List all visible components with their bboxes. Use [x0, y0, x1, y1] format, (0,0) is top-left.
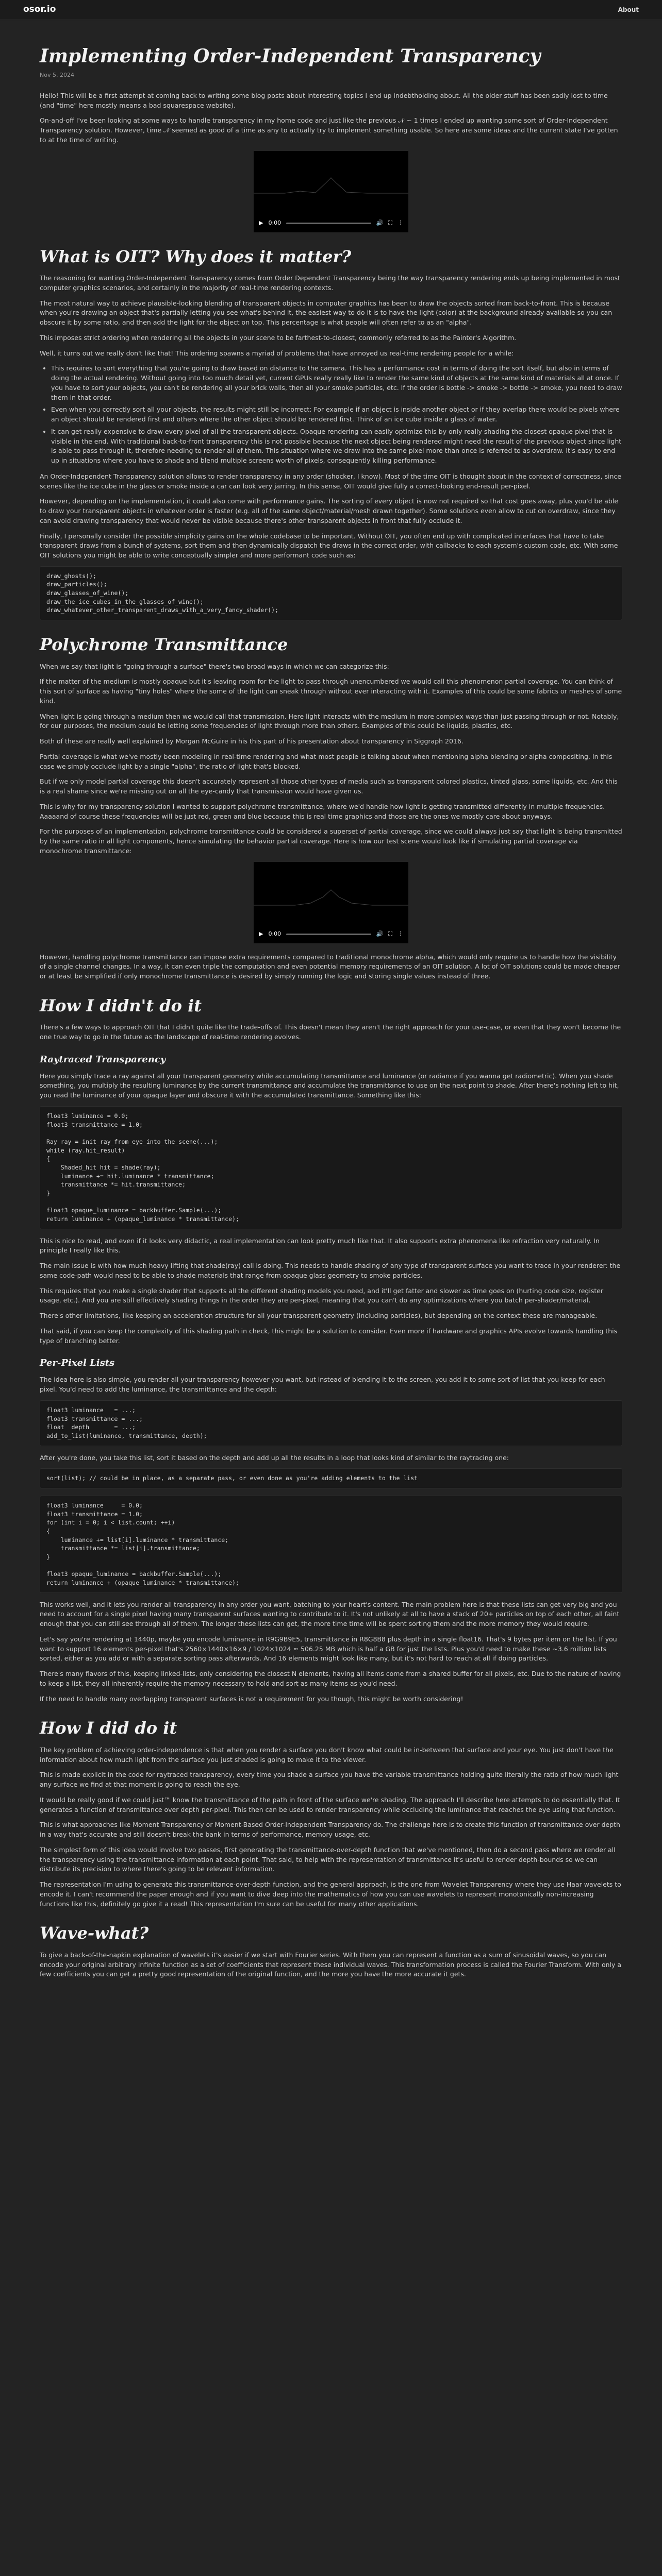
code-line: }	[46, 1189, 50, 1197]
video-controls	[254, 215, 408, 232]
post-title: Implementing Order-Independent Transparency	[40, 45, 541, 67]
paragraph: Hello! This will be a first attempt at coming back to writing some blog posts about interesting topics I end up indebtholding about. All the older stuff has been sadly lost to time (and "time" here mostly means a bad squarespace website).	[40, 91, 608, 109]
code-line: while (ray.hit_result)	[46, 1146, 125, 1154]
subsection-heading: Per-Pixel Lists	[40, 1358, 115, 1369]
volume-icon[interactable]: 🔊	[376, 219, 384, 227]
code-line: float depth = ...;	[46, 1423, 136, 1431]
section-heading: Polychrome Transmittance	[40, 635, 288, 655]
more-options-icon[interactable]: ⋮	[398, 219, 403, 227]
video-progress-bar[interactable]	[286, 934, 371, 935]
paragraph: That said, if you can keep the complexity of this shading path in check, this might be a solution to consider. Even more if hardware and graphics APIs evolve towards handling this type of branching better.	[40, 1327, 618, 1345]
fullscreen-icon[interactable]: ⛶	[388, 930, 392, 938]
paragraph: This is made explicit in the code for raytraced transparency, every time you shade a surface you have the variable transmittance holding quite literally the ratio of how much light any surface we find at that moment is going to reach the eye.	[40, 1771, 619, 1789]
paragraph: An Order-Independent Transparency solution allows to render transparency in any order (shocker, I know). Most of the time OIT is thought about in the context of correctness, since scenes like the ice cube in the glass or smoke inside a car can look very jarring. In this sense, OIT would give fully a correct-looking end-result per-pixel.	[40, 472, 621, 490]
code-line: draw_ghosts();	[46, 572, 96, 580]
code-block	[40, 1400, 622, 1446]
code-line: luminance += hit.luminance * transmittance;	[46, 1172, 214, 1180]
code-line: return luminance + (opaque_luminance * transmittance);	[46, 1215, 239, 1223]
list-item: • It can get really expensive to draw every pixel of all the transparent objects. Opaque rendering can easily optimize this by only really shading the closest opaque pixel that is visible in the end. With traditional back-to-front transparency this is not possible because the next object being rendered might need the result of the previous object since light is able to pass through it, therefore needing to render all of them. This situation where we draw into the same pixel more than once is referred to as overdraw. It's easy to end up in situations where you have to shade and blend multiple screens worth of pixels, consequently killing performance.	[51, 427, 622, 466]
code-line: {	[46, 1528, 50, 1535]
code-line: float3 transmittance = ...;	[46, 1415, 143, 1422]
code-line: sort(list); // could be in place, as a separate pass, or even done as you're adding elements to the list	[46, 1475, 418, 1482]
code-line: return luminance + (opaque_luminance * transmittance);	[46, 1579, 239, 1587]
paragraph: This imposes strict ordering when rendering all the objects in your scene to be farthest-to-closest, commonly referred to as the Painter's Algorithm.	[40, 333, 517, 342]
paragraph: When we say that light is "going through a surface" there's two broad ways in which we can categorize this:	[40, 662, 389, 670]
code-line: float3 opaque_luminance = backbuffer.Sample(...);	[46, 1207, 222, 1214]
paragraph: The reasoning for wanting Order-Independent Transparency comes from Order Dependent Transparency being the way transparency rendering ends up being implemented in most computer graphics scenarios, and certainly in the majority of real-time rendering contexts.	[40, 274, 620, 292]
code-line: }	[46, 1553, 50, 1561]
paragraph: Partial coverage is what we've mostly been modeling in real-time rendering and what most people is talking about when mentioning alpha blending or alpha compositing. In this case we simply occlude light by a single "alpha", the ratio of light that's blocked.	[40, 752, 613, 770]
paragraph: When light is going through a medium then we would call that transmission. Here light interacts with the medium in more complex ways than just passing through or not. Notably, for our purposes, the medium could be letting some frequencies of light through more than others. Examples of this could be liquids, plastics, etc.	[40, 712, 619, 730]
video-time: 0:00	[268, 930, 282, 938]
more-options-icon[interactable]: ⋮	[398, 930, 403, 938]
paragraph: On-and-off I've been looking at some ways to handle transparency in my home code and just like the previous 𝒩 ~ 1 times I ended up wanting some sort of Order-Independent Transparency solution. However, time 𝒩 seemed as good of a time as any to actually try to implement something usable. So here are some ideas and the current state I've gotten to at the time of writing.	[40, 116, 618, 144]
volume-icon[interactable]: 🔊	[376, 930, 384, 938]
paragraph: Let's say you're rendering at 1440p, maybe you encode luminance in R9G9B9E5, transmittance in R8G8B8 plus depth in a single float16. That's 9 bytes per item on the list. If you want to support 16 elements per-pixel that's 2560×1440×16×9 / 1024×1024 ≈ 506.25 MB which is half a GB for just the lists. Plus you'd need to make these ~3.6 million lists sorted, either as you add or with a separate sorting pass afterwards. And 16 elements might look like many, but it's not hard to reach at all if doing particles.	[40, 1635, 617, 1663]
paragraph: There's other limitations, like keeping an acceleration structure for all your transparent geometry (including particles), but depending on the context these are manageable.	[40, 1312, 598, 1320]
code-line: luminance += list[i].luminance * transmittance;	[46, 1536, 229, 1544]
code-line: add_to_list(luminance, transmittance, depth);	[46, 1432, 207, 1439]
list-item: • This requires to sort everything that you're going to draw based on distance to the camera. This has a performance cost in terms of doing the sort itself, but also in terms of doing the actual rendering. Without going into too much detail yet, current GPUs really really like to render the same kind of objects at the same kind of materials all at once. If you have to sort your objects, you can't be rendering all your brick walls, then all your smoke particles, etc. If the order is bottle -> smoke -> bottle -> smoke, you need to draw them in that order.	[51, 364, 622, 402]
code-line: {	[46, 1155, 50, 1163]
play-icon[interactable]: ▶	[259, 930, 263, 938]
paragraph: To give a back-of-the-napkin explanation of wavelets it's easier if we start with Fourier series. With them you can represent a function as a sum of sinusoidal waves, so you can encode your original arbitrary infinite function as a set of coefficients that represent these individual waves. This transformation process is called the Fourier Transform. With only a few coefficients you can get a pretty good representation of the original function, and the more you have the more accurate it gets.	[40, 1951, 622, 1978]
code-line: float3 luminance = 0.0;	[46, 1502, 143, 1510]
paragraph: If the need to handle many overlapping transparent surfaces is not a requirement for you though, this might be worth considering!	[40, 1694, 464, 1703]
paragraph: The main issue is with how much heavy lifting that shade(ray) call is doing. This needs to handle shading of any type of transparent surface you want to trace in your renderer: the same code-path would need to be able to shade materials that range from opaque glass geometry to smoke particles.	[40, 1262, 621, 1279]
paragraph: The most natural way to achieve plausible-looking blending of transparent objects in computer graphics has been to draw the objects sorted from back-to-front. This is because when you're drawing an object that's partially letting you see what's behind it, the easiest way to do it is to have the light (color) at the background already available so you can obscure it by some ratio, and then add the light for the object on top. This percentage is what people will often refer to as an "alpha".	[40, 299, 613, 327]
list-item: • Even when you correctly sort all your objects, the results might still be incorrect: For example if an object is inside another object or if they overlap there would be pixels where an object should be rendered first and others where the other object should be rendered first. Think of an ice cube inside a glass of water.	[51, 405, 622, 425]
paragraph: It would be really good if we could just™ know the transmittance of the path in front of the surface we're shading. The approach I'll describe here attempts to do essentially that. It generates a function of transmittance over depth per-pixel. This then can be used to render transparency while occluding the luminance that reaches the eye using that function.	[40, 1795, 620, 1814]
nav-about-link[interactable]: About	[618, 6, 639, 13]
paragraph: This is why for my transparency solution I wanted to support polychrome transmittance, where we'd handle how light is getting transmitted differently in multiple frequencies. Aaaaand of course these frequencies will be just red, green and blue because this is real time graphics and those are the ones we mostly care about anyways.	[40, 802, 605, 820]
code-line: float3 luminance = 0.0;	[46, 1112, 129, 1120]
video-player[interactable]	[254, 862, 408, 943]
site-brand-link[interactable]: osor.io	[23, 4, 56, 15]
code-line: float3 transmittance = 1.0;	[46, 1121, 143, 1128]
code-block	[40, 566, 622, 620]
code-line: draw_whatever_other_transparent_draws_with_a_very_fancy_shader();	[46, 606, 279, 614]
code-line: draw_particles();	[46, 581, 107, 588]
play-icon[interactable]: ▶	[259, 219, 263, 227]
paragraph: Here you simply trace a ray against all your transparent geometry while accumulating transmittance and luminance (or radiance if you wanna get radiometric). When you shade something, you multiply the resulting luminance by the current transmittance and accumulate the transmittance to use on the next point to shade. After there's nothing left to hit, you read the luminance of your opaque layer and obscure it with the accumulated transmittance. Something like this:	[40, 1072, 619, 1099]
code-line: transmittance *= hit.transmittance;	[46, 1181, 186, 1189]
paragraph: The simplest form of this idea would involve two passes, first generating the transmittance-over-depth function that we've mentioned, then do a second pass where we render all the transparency using the transmittance information at each point. That said, to help with the representation of transmittance it's useful to render depth-bounds so we can distribute its precision to where there's going to be relevant information.	[40, 1845, 616, 1873]
video-progress-bar[interactable]	[286, 223, 371, 224]
code-line: Shaded_hit hit = shade(ray);	[46, 1163, 161, 1171]
post-date: Nov 5, 2024	[40, 72, 74, 79]
code-line: float3 luminance = ...;	[46, 1406, 136, 1414]
code-block	[40, 1468, 622, 1488]
paragraph: For the purposes of an implementation, polychrome transmittance could be considered a superset of partial coverage, since we could always just say that light is being transmitted by the same ratio in all light components, hence simulating the behavior partial coverage. Here is how our test scene would look like if simulating partial coverage via monochrome transmittance:	[40, 827, 622, 855]
subsection-heading: Raytraced Transparency	[40, 1054, 166, 1065]
paragraph: Both of these are really well explained by Morgan McGuire in his this part of his presentation about transparency in Siggraph 2016.	[40, 737, 464, 745]
paragraph: This is nice to read, and even if it looks very didactic, a real implementation can look pretty much like that. It also supports extra phenomena like refraction very naturally. In principle I really like this.	[40, 1236, 600, 1255]
post-content	[40, 20, 622, 1979]
video-frame	[254, 176, 408, 200]
video-time: 0:00	[268, 219, 282, 227]
paragraph: This works well, and it lets you render all transparency in any order you want, batching to your heart's content. The main problem here is that these lists can get very big and you need to account for a single pixel having many transparent surfaces wanting to contribute to it. It's not unlikely at all to have a stack of 20+ particles on top of each other, all faint enough that you can still see through all of them. The longer these lists can get, the more time time will be spent sorting them and the more memory they would require.	[40, 1600, 620, 1628]
top-navigation-bar	[0, 0, 662, 20]
paragraph: This is what approaches like Moment Transparency or Moment-Based Order-Independent Transparency do. The challenge here is to create this function of transmittance over depth in a way that's accurate and still doesn't break the bank in terms of performance, memory usage, etc.	[40, 1821, 620, 1839]
section-heading: Wave-what?	[40, 1923, 149, 1943]
code-line: transmittance *= list[i].transmittance;	[46, 1545, 200, 1552]
section-heading: How I didn't do it	[40, 995, 202, 1015]
paragraph: The key problem of achieving order-independence is that when you render a surface you don't know what could be in-between that surface and your eye. You just don't have the information about how much light from the surface you just shaded is going to make it to the viewer.	[40, 1745, 614, 1764]
video-controls	[254, 926, 408, 943]
bullet-list	[40, 364, 622, 466]
paragraph: However, handling polychrome transmittance can impose extra requirements compared to traditional monochrome alpha, which would only require us to handle how the visibility of a single channel changes. In a way, it can even triple the computation and even potential memory requirements of an OIT solution. A lot of OIT solutions could be made cheaper or at least be simplified if only monochrome transmittance is desired by simply running the logic and storing single values instead of three.	[40, 953, 620, 980]
video-frame	[254, 887, 408, 911]
paragraph: The representation I'm using to generate this transmittance-over-depth function, and the general approach, is the one from Wavelet Transparency where they use Haar wavelets to encode it. I can't recommend the paper enough and if you want to dive deep into the mathematics of how you can use wavelets to represent monotonically non-increasing functions like this, definitely go give it a read! This representation I'm sure can be useful for many other applications.	[40, 1880, 621, 1908]
paragraph: After you're done, you take this list, sort it based on the depth and add up all the results in a loop that looks kind of similar to the raytracing one:	[40, 1453, 509, 1462]
paragraph: The idea here is also simple, you render all your transparency however you want, but instead of blending it to the screen, you add it to some sort of list that you keep for each pixel. You'd need to add the luminance, the transmittance and the depth:	[40, 1376, 605, 1394]
code-line: for (int i = 0; i < list.count; ++i)	[46, 1519, 175, 1527]
paragraph: Well, it turns out we really don't like that! This ordering spawns a myriad of problems that have annoyed us real-time rendering people for a while:	[40, 349, 514, 357]
code-line: float3 transmittance = 1.0;	[46, 1510, 143, 1518]
video-player[interactable]	[254, 151, 408, 232]
fullscreen-icon[interactable]: ⛶	[388, 219, 392, 227]
code-line: draw_the_ice_cubes_in_the_glasses_of_wine();	[46, 598, 204, 605]
paragraph: But if we only model partial coverage this doesn't accurately represent all those other types of media such as transparent colored plastics, tinted glass, some liquids, etc. And this is a real shame since we're missing out on all the eye-candy that transmission would have given us.	[40, 777, 618, 795]
code-block	[40, 1496, 622, 1593]
paragraph: Finally, I personally consider the possible simplicity gains on the whole codebase to be important. Without OIT, you often end up with complicated interfaces that have to take transparent draws from a bunch of systems, sort them and then dynamically dispatch the draws in the correct order, with callbacks to each system's custom code, etc. With some OIT solutions you might be able to write conceptually simpler and more performant code such as:	[40, 532, 618, 560]
section-heading: How I did do it	[40, 1718, 177, 1738]
paragraph: There's a few ways to approach OIT that I didn't quite like the trade-offs of. This doesn't mean they aren't the right approach for your use-case, or even that they won't become the one true way to go in the future as the landscape of real-time rendering evolves.	[40, 1023, 621, 1041]
section-heading: What is OIT? Why does it matter?	[40, 246, 352, 266]
paragraph: However, depending on the implementation, it could also come with performance gains. The sorting of every object is now not required so that cost goes away, plus you'd be able to draw your transparent objects in whatever order is faster (e.g. all of the same object/material/mesh drawn together). Some solutions even allow to cut on overdraw, since they can avoid drawing transparency that would never be visible because there's other transparent objects in front that fully occlude it.	[40, 497, 618, 524]
paragraph: If the matter of the medium is mostly opaque but it's leaving room for the light to pass through unencumbered we would call this phenomenon partial coverage. You can think of this sort of surface as having "tiny holes" where the some of the light can sneak through without ever interacting with it. Examples of this could be some fabrics or meshes of some kind.	[40, 677, 622, 705]
paragraph: This requires that you make a single shader that supports all the different shading models you need, and it'll get fatter and slower as time goes on (hurting code size, register usage, etc.). And you are still effectively shading things in the order they are per-pixel, meaning that you can't do any optimizations where you batch per-shader/material.	[40, 1286, 604, 1304]
code-line: float3 opaque_luminance = backbuffer.Sample(...);	[46, 1570, 222, 1578]
code-line: draw_glasses_of_wine();	[46, 589, 129, 597]
code-line: Ray ray = init_ray_from_eye_into_the_scene(...);	[46, 1138, 218, 1145]
code-block	[40, 1106, 622, 1229]
paragraph: There's many flavors of this, keeping linked-lists, only considering the closest N elements, having all items come from a shared buffer for all pixels, etc. Due to the nature of having to keep a list, they all inherently require the memory necessary to hold and sort as many items as you'd need.	[40, 1670, 621, 1687]
